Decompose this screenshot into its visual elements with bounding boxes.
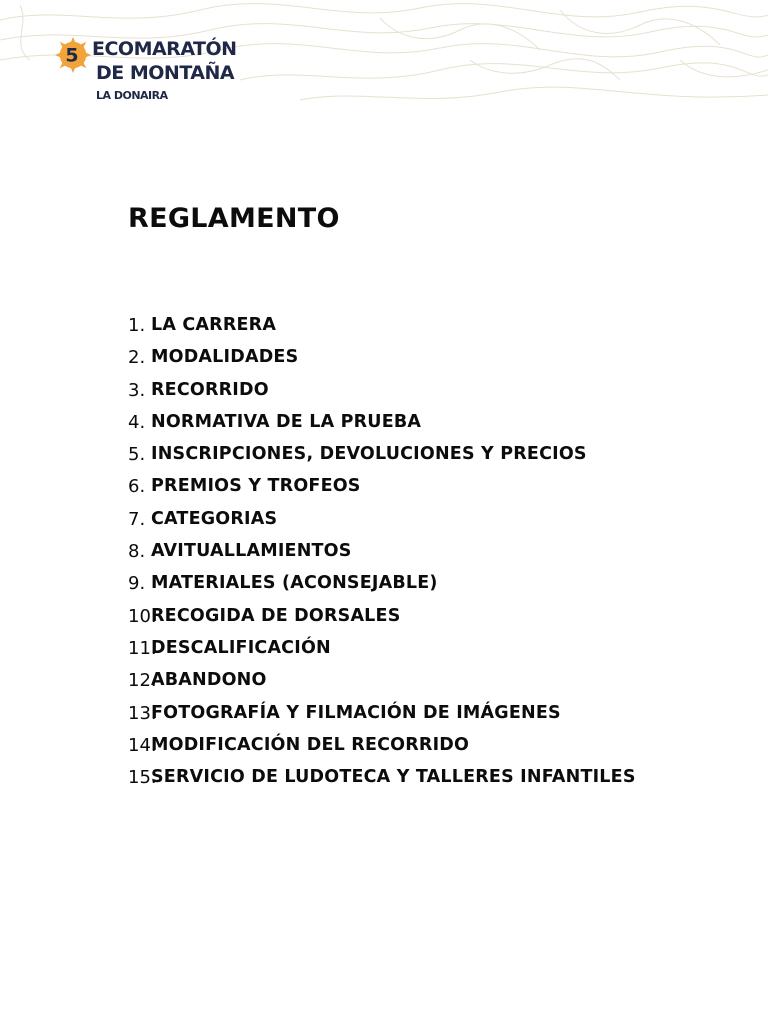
toc-item-label: PREMIOS Y TROFEOS xyxy=(151,476,361,497)
toc-item-label: MODIFICACIÓN DEL RECORRIDO xyxy=(151,734,470,755)
toc-item-number: 1. xyxy=(128,315,146,336)
sun-badge-icon xyxy=(54,36,92,74)
toc-item-label: MODALIDADES xyxy=(151,347,299,368)
toc-item-number: 5. xyxy=(128,444,146,466)
toc-item-number: 2. xyxy=(128,347,146,369)
toc-item-number: 9. xyxy=(128,573,146,595)
page-title: REGLAMENTO xyxy=(128,203,340,234)
table-of-contents xyxy=(128,314,668,798)
toc-item-number: 14. xyxy=(128,734,157,756)
logo-text-line1: ECOMARATÓN xyxy=(92,38,237,60)
toc-item xyxy=(128,766,668,790)
toc-item-number: 13. xyxy=(128,702,157,724)
toc-item-label: CATEGORIAS xyxy=(151,508,278,529)
toc-item-label: RECOGIDA DE DORSALES xyxy=(151,605,401,626)
toc-item xyxy=(128,540,668,564)
toc-item xyxy=(128,475,668,499)
toc-item-number: 4. xyxy=(128,411,146,433)
toc-item-label: INSCRIPCIONES, DEVOLUCIONES Y PRECIOS xyxy=(151,444,587,465)
toc-item-label: FOTOGRAFÍA Y FILMACIÓN DE IMÁGENES xyxy=(151,702,561,723)
toc-item xyxy=(128,346,668,370)
toc-item-number: 10. xyxy=(128,605,157,627)
toc-item-label: AVITUALLAMIENTOS xyxy=(151,541,352,562)
toc-item-number: 12. xyxy=(128,670,157,692)
toc-item-label: NORMATIVA DE LA PRUEBA xyxy=(151,411,422,432)
logo-text-line2: DE MONTAÑA xyxy=(96,62,235,84)
toc-item xyxy=(128,508,668,532)
toc-item-number: 15. xyxy=(128,767,157,789)
toc-item-number: 11. xyxy=(128,637,157,659)
toc-item-number: 7. xyxy=(128,508,146,530)
toc-item xyxy=(128,314,668,338)
toc-item xyxy=(128,379,668,403)
toc-item-label: RECORRIDO xyxy=(151,379,269,400)
toc-item-number: 8. xyxy=(128,541,146,563)
toc-item xyxy=(128,702,668,726)
toc-item xyxy=(128,605,668,629)
toc-item xyxy=(128,637,668,661)
logo-text-line3: LA DONAIRA xyxy=(96,89,168,102)
toc-item-label: LA CARRERA xyxy=(151,315,277,335)
event-logo xyxy=(54,34,237,106)
toc-item-number: 6. xyxy=(128,476,146,498)
toc-item-label: SERVICIO DE LUDOTECA Y TALLERES INFANTILES xyxy=(151,767,636,788)
toc-item-label: MATERIALES (ACONSEJABLE) xyxy=(151,573,438,594)
toc-item-label: ABANDONO xyxy=(151,670,267,691)
toc-item xyxy=(128,734,668,758)
toc-item-number: 3. xyxy=(128,379,146,401)
toc-item xyxy=(128,443,668,467)
toc-item xyxy=(128,669,668,693)
toc-item-label: DESCALIFICACIÓN xyxy=(151,637,331,658)
badge-number: 5 xyxy=(65,44,79,67)
toc-item xyxy=(128,572,668,596)
toc-item xyxy=(128,411,668,435)
